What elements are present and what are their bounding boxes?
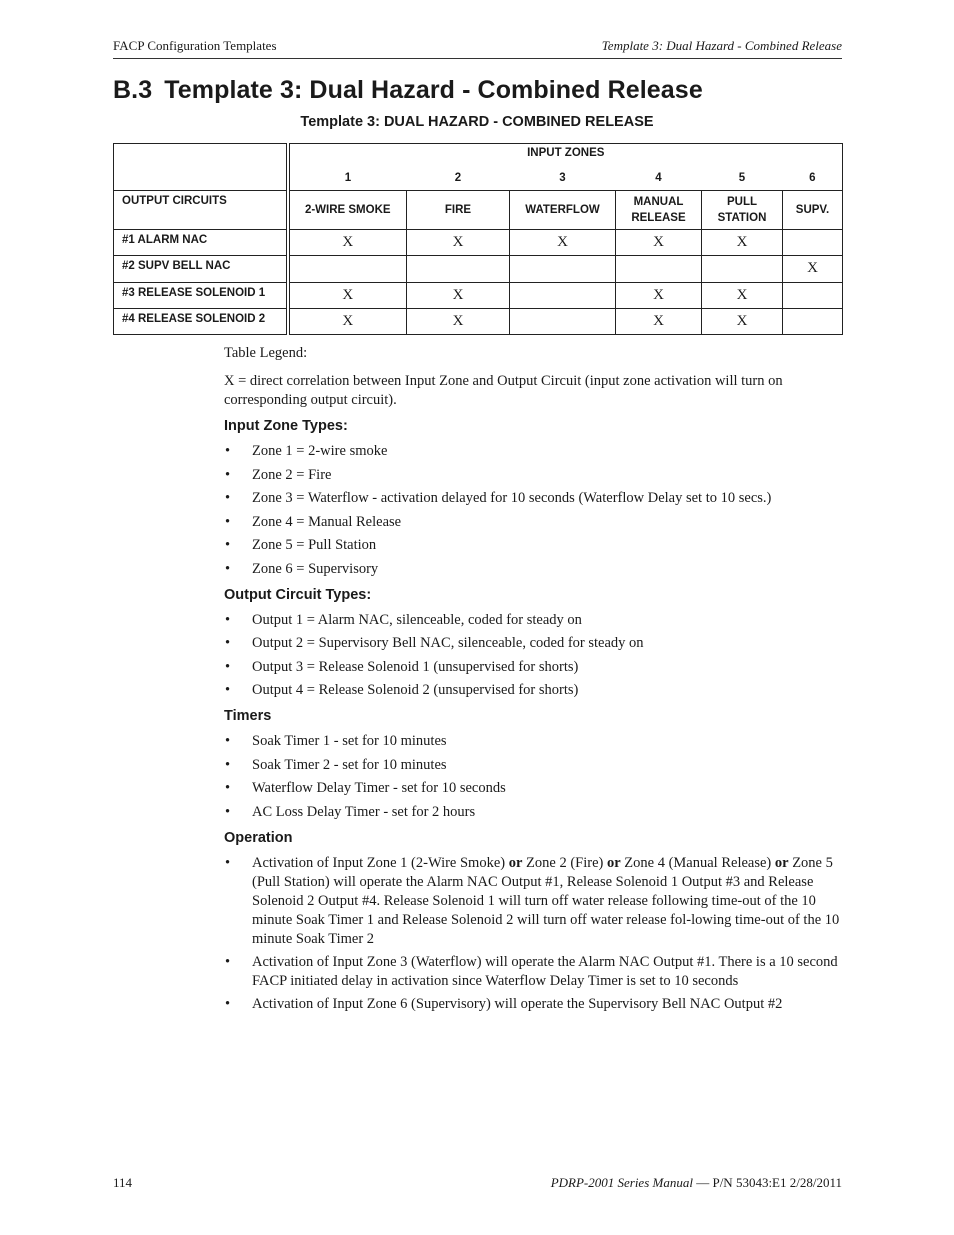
list-item: • Soak Timer 2 - set for 10 minutes <box>225 756 447 773</box>
matrix-cell <box>702 255 783 282</box>
matrix-cell <box>288 255 407 282</box>
list-item: • Output 1 = Alarm NAC, silenceable, coded for steady on <box>225 612 582 628</box>
zone-name: PULL STATION <box>702 190 783 229</box>
list-item: • Activation of Input Zone 3 (Waterflow) will operate the Alarm NAC Output #1. There is a 10 second FACP initiated delay in activation since Waterflow Delay Timer is set to 10 seconds <box>225 954 838 989</box>
section-number: B.3 <box>113 76 153 104</box>
matrix-cell: X <box>288 229 407 255</box>
matrix-cell <box>510 255 616 282</box>
matrix-cell <box>510 308 616 334</box>
section-title-text: Template 3: Dual Hazard - Combined Release <box>164 76 703 104</box>
zone-number: 1 <box>288 166 407 191</box>
output-row-label: #3 RELEASE SOLENOID 1 <box>114 282 288 308</box>
page-number: 114 <box>113 1175 133 1190</box>
matrix-cell: X <box>288 282 407 308</box>
matrix-cell: X <box>407 229 510 255</box>
matrix-cell <box>783 229 843 255</box>
zone-number: 6 <box>783 166 843 191</box>
list-item: • Activation of Input Zone 1 (2-Wire Smoke) or Zone 2 (Fire) or Zone 4 (Manual Release) or Zone 5 (Pull Station) will operate the Alarm NAC Output #1, Release Solenoid 1 Output #3 and Release Solenoid 2 Output #4. Release Solenoid 1 will turn off water release following time-out of the 10 minute Soak Timer 1 and Release Solenoid 2 will turn off water release fol-lowing time-out of the 10 minute Soak Timer 2 <box>225 855 840 947</box>
zone-number: 2 <box>407 166 510 191</box>
input-zones-header: INPUT ZONES <box>288 144 843 166</box>
list-item: • Output 4 = Release Solenoid 2 (unsupervised for shorts) <box>225 682 579 699</box>
matrix-cell <box>616 255 702 282</box>
output-row-label: #1 ALARM NAC <box>114 229 288 255</box>
matrix-cell: X <box>616 282 702 308</box>
zone-number: 5 <box>702 166 783 191</box>
list-item: • Zone 1 = 2-wire smoke <box>225 443 388 459</box>
timers-list <box>224 732 844 822</box>
matrix-cell: X <box>407 282 510 308</box>
operation-list <box>224 854 844 1014</box>
zone-output-matrix <box>113 143 843 335</box>
list-item: • AC Loss Delay Timer - set for 2 hours <box>225 803 476 820</box>
header-right: Template 3: Dual Hazard - Combined Release <box>601 38 842 53</box>
matrix-cell <box>783 282 843 308</box>
matrix-cell <box>510 282 616 308</box>
matrix-cell: X <box>702 282 783 308</box>
list-item: • Zone 3 = Waterflow - activation delayed for 10 seconds (Waterflow Delay set to 10 secs.) <box>225 490 772 507</box>
list-item: • Zone 4 = Manual Release <box>225 513 402 530</box>
matrix-cell: X <box>702 308 783 334</box>
list-item: • Output 3 = Release Solenoid 1 (unsupervised for shorts) <box>225 658 579 675</box>
zone-name: 2-WIRE SMOKE <box>288 190 407 229</box>
input-zone-types-list <box>224 442 844 579</box>
output-row-label: #4 RELEASE SOLENOID 2 <box>114 308 288 334</box>
matrix-cell: X <box>702 229 783 255</box>
list-item: • Soak Timer 1 - set for 10 minutes <box>225 733 447 749</box>
list-item: • Zone 2 = Fire <box>225 466 332 483</box>
output-row-label: #2 SUPV BELL NAC <box>114 255 288 282</box>
input-zone-types-heading: Input Zone Types: <box>224 418 348 434</box>
header-left: FACP Configuration Templates <box>113 38 277 53</box>
matrix-cell: X <box>510 229 616 255</box>
list-item: • Activation of Input Zone 6 (Supervisory) will operate the Supervisory Bell NAC Output #2 <box>225 996 783 1012</box>
list-item: • Zone 5 = Pull Station <box>225 537 377 554</box>
timers-heading: Timers <box>224 708 272 724</box>
table-caption: Template 3: DUAL HAZARD - COMBINED RELEASE <box>300 114 654 130</box>
matrix-cell: X <box>616 229 702 255</box>
list-item: • Zone 6 = Supervisory <box>225 560 379 577</box>
output-circuits-header: OUTPUT CIRCUITS <box>114 190 288 229</box>
zone-name: WATERFLOW <box>510 190 616 229</box>
section-title <box>113 76 703 105</box>
zone-name: FIRE <box>407 190 510 229</box>
zone-number: 4 <box>616 166 702 191</box>
output-circuit-types-heading: Output Circuit Types: <box>224 587 372 603</box>
matrix-cell: X <box>616 308 702 334</box>
page-header <box>113 38 842 59</box>
zone-name: MANUAL RELEASE <box>616 190 702 229</box>
matrix-cell <box>407 255 510 282</box>
output-circuit-types-list <box>224 611 844 700</box>
corner-cell <box>114 144 288 191</box>
matrix-cell <box>783 308 843 334</box>
list-item: • Waterflow Delay Timer - set for 10 seconds <box>225 780 506 797</box>
list-item: • Output 2 = Supervisory Bell NAC, silenceable, coded for steady on <box>225 635 644 652</box>
footer-manual-info: PDRP-2001 Series Manual — P/N 53043:E1 2/28/2011 <box>550 1175 842 1190</box>
legend-title: Table Legend: <box>224 345 308 361</box>
zone-name: SUPV. <box>783 190 843 229</box>
legend-text: X = direct correlation between Input Zone and Output Circuit (input zone activation will turn on corresponding output circuit). <box>224 373 783 408</box>
matrix-cell: X <box>783 255 843 282</box>
matrix-cell: X <box>407 308 510 334</box>
operation-heading: Operation <box>224 830 293 846</box>
zone-number: 3 <box>510 166 616 191</box>
matrix-cell: X <box>288 308 407 334</box>
